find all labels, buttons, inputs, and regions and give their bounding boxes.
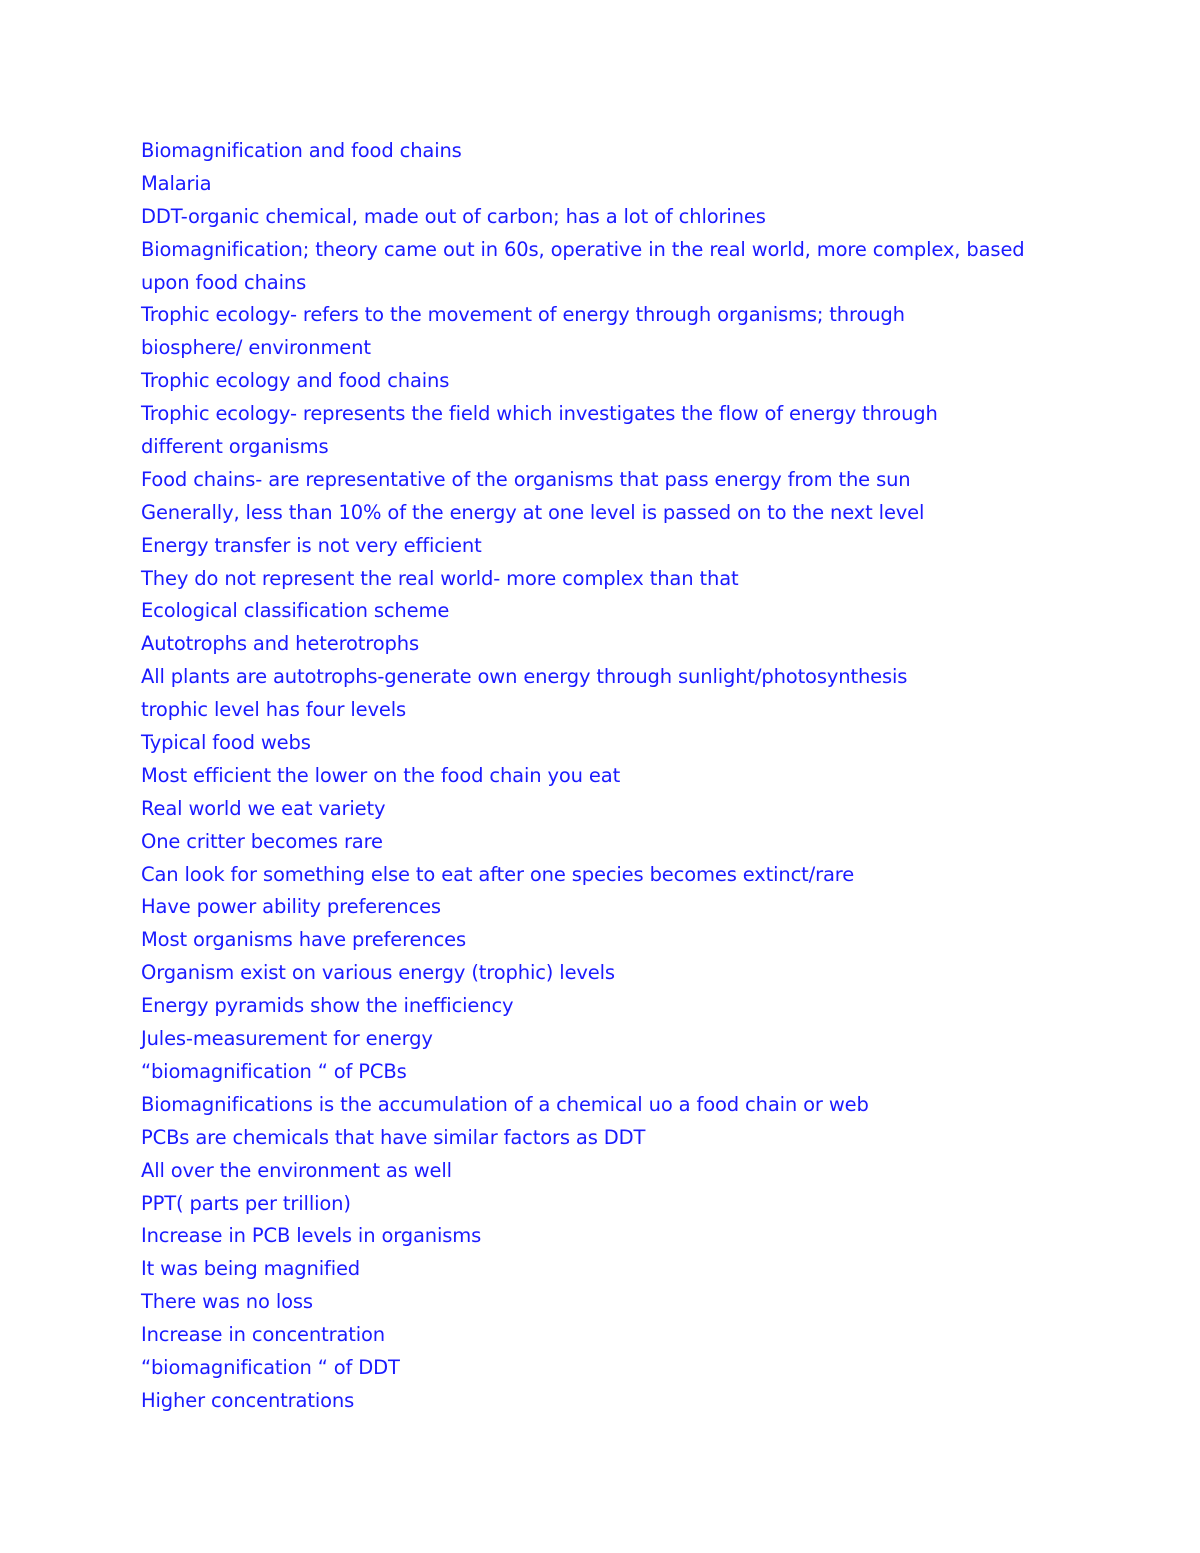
note-line: One critter becomes rare — [141, 829, 383, 853]
note-line: Increase in concentration — [141, 1323, 385, 1347]
note-line: PPT( parts per trillion) — [141, 1191, 351, 1215]
note-line: different organisms — [141, 435, 329, 459]
note-line: Organism exist on various energy (trophic) levels — [141, 961, 615, 985]
note-line: Jules-measurement for energy — [141, 1027, 433, 1051]
note-line: “biomagnification “ of PCBs — [141, 1059, 407, 1083]
note-line: Generally, less than 10% of the energy at one level is passed on to the next level — [141, 500, 925, 524]
note-line: Can look for something else to eat after one species becomes extinct/rare — [141, 862, 855, 886]
note-line: Biomagnifications is the accumulation of a chemical uo a food chain or web — [141, 1092, 869, 1116]
note-line: biosphere/ environment — [141, 336, 371, 360]
note-line: Energy transfer is not very efficient — [141, 533, 482, 557]
note-line: They do not represent the real world- more complex than that — [141, 566, 739, 590]
note-line: Biomagnification; theory came out in 60s, operative in the real world, more complex, based — [141, 237, 1025, 261]
note-line: All plants are autotrophs-generate own energy through sunlight/photosynthesis — [141, 665, 908, 689]
note-line: Autotrophs and heterotrophs — [141, 632, 419, 656]
note-line: Typical food webs — [141, 731, 311, 755]
note-line: Increase in PCB levels in organisms — [141, 1224, 482, 1248]
note-line: There was no loss — [141, 1290, 313, 1314]
note-line: It was being magnified — [141, 1257, 361, 1281]
notes-body — [141, 135, 1071, 1418]
note-line: Malaria — [141, 171, 212, 195]
note-line: Trophic ecology and food chains — [141, 369, 450, 393]
note-line: Trophic ecology- refers to the movement of energy through organisms; through — [141, 303, 905, 327]
note-line: Energy pyramids show the inefficiency — [141, 994, 514, 1018]
note-line: upon food chains — [141, 270, 307, 294]
note-line: Real world we eat variety — [141, 796, 386, 820]
note-line: “biomagnification “ of DDT — [141, 1355, 400, 1379]
note-line: Most efficient the lower on the food chain you eat — [141, 763, 621, 787]
note-line: Food chains- are representative of the organisms that pass energy from the sun — [141, 467, 911, 491]
note-line: Trophic ecology- represents the field which investigates the flow of energy through — [141, 402, 938, 426]
note-line: Most organisms have preferences — [141, 928, 467, 952]
note-line: Have power ability preferences — [141, 895, 441, 919]
note-line: Higher concentrations — [141, 1388, 355, 1412]
note-line: trophic level has four levels — [141, 698, 407, 722]
note-line: Ecological classification scheme — [141, 599, 450, 623]
note-line: PCBs are chemicals that have similar factors as DDT — [141, 1125, 646, 1149]
note-line: Biomagnification and food chains — [141, 139, 462, 162]
note-line: All over the environment as well — [141, 1158, 452, 1182]
note-line: DDT-organic chemical, made out of carbon; has a lot of chlorines — [141, 204, 766, 228]
